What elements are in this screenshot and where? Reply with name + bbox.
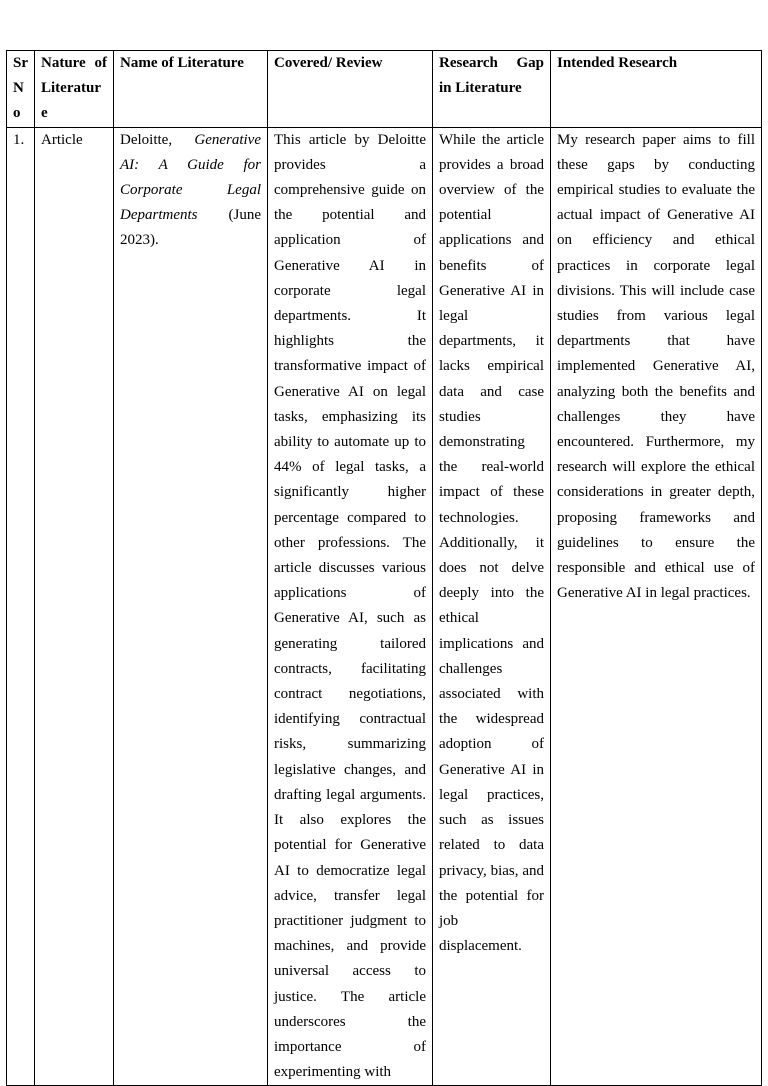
cell-research-gap: While the article provides a broad overview of the potential applications and benefits of Generative AI in legal departments, it lacks empirical data and case studies demonstrating the real-world impact of these technologies. Additionally, it does not delve deeply into the ethical implications and challenges associated with the widespread adoption of Generative AI in legal practices, such as issues related to data privacy, bias, and the potential for job displacement. xyxy=(433,127,551,1086)
literature-date: (June 2023). xyxy=(120,207,261,249)
header-name: Name of Literature xyxy=(114,51,268,128)
cell-name xyxy=(114,127,268,1086)
cell-nature: Article xyxy=(35,127,114,1086)
header-sr-no: Sr No xyxy=(7,51,35,128)
cell-sr-no: 1. xyxy=(7,127,35,1086)
header-research-gap: Research Gap in Literature xyxy=(433,51,551,128)
cell-covered-review: This article by Deloitte provides a comprehensive guide on the potential and application of Generative AI in corporate legal departments. It highlights the transformative impact of Generative AI on legal tasks, emphasizing its ability to automate up to 44% of legal tasks, a significantly higher percentage compared to other professions. The article discusses various applications of Generative AI, such as generating tailored contracts, facilitating contract negotiations, identifying contractual risks, summarizing legislative changes, and drafting legal arguments. It also explores the potential for Generative AI to democratize legal advice, transfer legal practitioner judgment to machines, and provide universal access to justice. The article underscores the importance of experimenting with xyxy=(268,127,433,1086)
literature-author: Deloitte, xyxy=(120,131,195,148)
cell-intended-research: My research paper aims to fill these gaps by conducting empirical studies to evaluate the actual impact of Generative AI on efficiency and ethical practices in corporate legal divisions. This will include case studies from various legal departments that have implemented Generative AI, analyzing both the benefits and challenges they have encountered. Furthermore, my research will explore the ethical considerations in greater depth, proposing frameworks and guidelines to ensure the responsible and ethical use of Generative AI in legal practices. xyxy=(551,127,762,1086)
header-intended-research: Intended Research xyxy=(551,51,762,128)
header-nature: Nature of Literature xyxy=(35,51,114,128)
table-row xyxy=(7,127,762,1086)
header-covered: Covered/ Review xyxy=(268,51,433,128)
table-header-row xyxy=(7,51,762,128)
literature-review-table xyxy=(6,50,762,1086)
literature-title: Generative AI: A Guide for Corporate Legal Departments xyxy=(120,131,261,224)
